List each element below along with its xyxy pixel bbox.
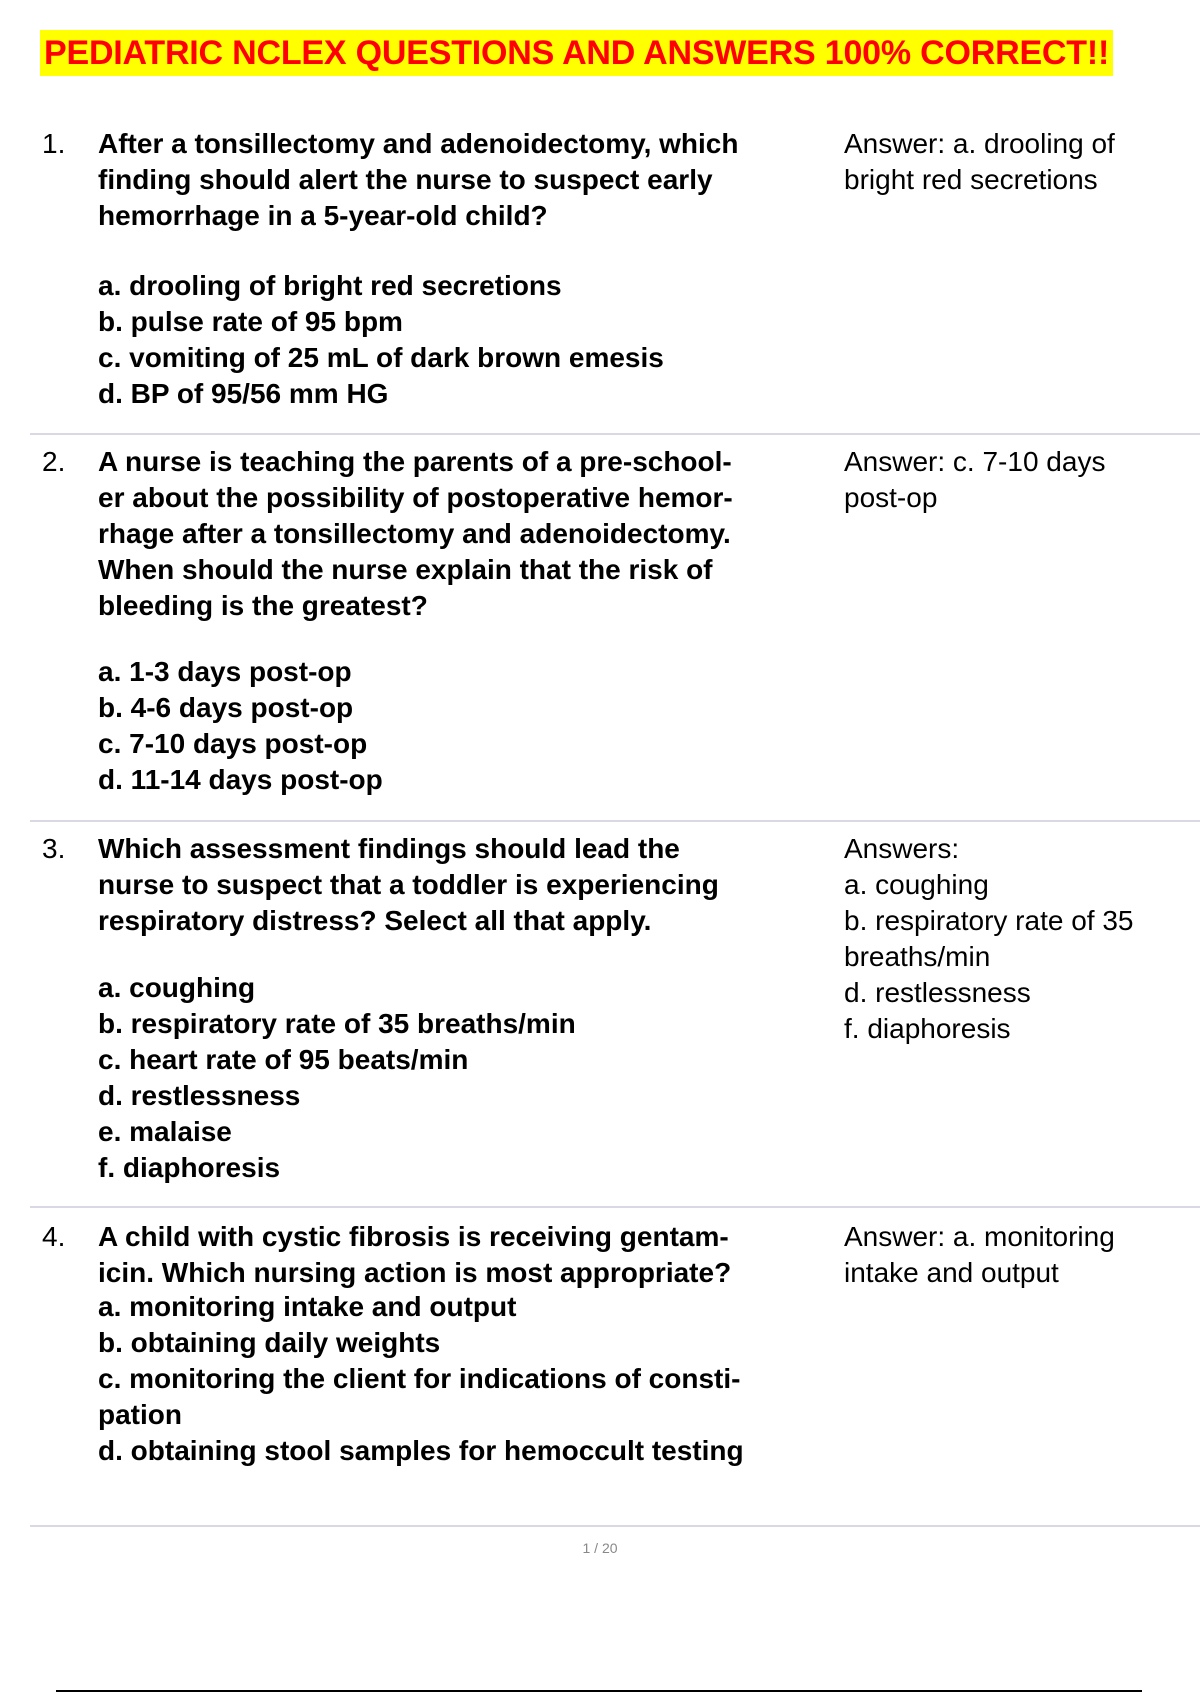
option-list	[98, 268, 858, 412]
option-list	[98, 1289, 858, 1469]
question-number: 4.	[42, 1221, 66, 1252]
question-divider	[30, 1206, 1200, 1208]
option-item: a. drooling of bright red secretions	[98, 270, 562, 301]
option-item: a. 1-3 days post-op	[98, 656, 352, 687]
option-item: c. monitoring the client for indications of consti- pation	[98, 1363, 741, 1430]
option-list	[98, 654, 858, 798]
option-item: d. restlessness	[98, 1080, 301, 1111]
option-item: f. diaphoresis	[98, 1152, 281, 1183]
question-divider	[30, 1525, 1200, 1527]
option-item: c. vomiting of 25 mL of dark brown emesis	[98, 342, 664, 373]
option-list	[98, 970, 858, 1186]
option-item: a. monitoring intake and output	[98, 1291, 517, 1322]
option-item: b. obtaining daily weights	[98, 1327, 441, 1358]
answer-text: Answer: a. monitoring intake and output	[844, 1221, 1115, 1288]
question-number: 1.	[42, 128, 66, 159]
option-item: e. malaise	[98, 1116, 232, 1147]
answer-text: Answer: a. drooling of bright red secretions	[844, 128, 1115, 195]
question-text: Which assessment findings should lead the nurse to suspect that a toddler is experiencing respiratory distress? Select all that apply.	[98, 833, 719, 936]
document-title: PEDIATRIC NCLEX QUESTIONS AND ANSWERS 100% CORRECT!!	[40, 30, 1113, 76]
option-item: c. heart rate of 95 beats/min	[98, 1044, 469, 1075]
page-bottom-rule	[56, 1690, 1142, 1692]
option-item: d. obtaining stool samples for hemoccult testing	[98, 1435, 744, 1466]
question-number: 2.	[42, 446, 66, 477]
question-divider	[30, 820, 1200, 822]
answer-text: Answers: a. coughing b. respiratory rate of 35 breaths/min d. restlessness f. diaphoresis	[844, 833, 1134, 1044]
option-item: d. 11-14 days post-op	[98, 764, 383, 795]
option-item: b. 4-6 days post-op	[98, 692, 354, 723]
question-number: 3.	[42, 833, 66, 864]
page-indicator: 1 / 20	[582, 1540, 618, 1556]
option-item: a. coughing	[98, 972, 256, 1003]
question-text: A child with cystic fibrosis is receiving gentam- icin. Which nursing action is most appropriate?	[98, 1221, 732, 1288]
question-divider	[30, 433, 1200, 435]
option-item: b. pulse rate of 95 bpm	[98, 306, 403, 337]
question-text: After a tonsillectomy and adenoidectomy, which finding should alert the nurse to suspect early hemorrhage in a 5-year-old child?	[98, 128, 739, 231]
question-text: A nurse is teaching the parents of a pre-school- er about the possibility of postoperative hemor- rhage after a tonsillectomy and adenoidectomy. When should the nurse explain that the risk of bleeding is the greatest?	[98, 446, 733, 621]
option-item: c. 7-10 days post-op	[98, 728, 368, 759]
option-item: b. respiratory rate of 35 breaths/min	[98, 1008, 576, 1039]
option-item: d. BP of 95/56 mm HG	[98, 378, 389, 409]
answer-text: Answer: c. 7-10 days post-op	[844, 446, 1106, 513]
